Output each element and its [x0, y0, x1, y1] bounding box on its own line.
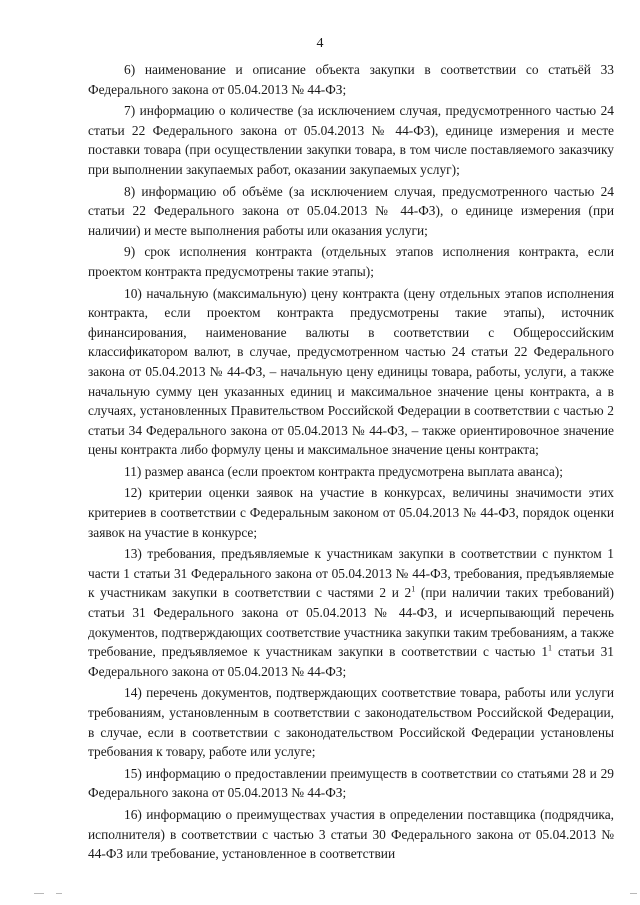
page-number: 4 — [316, 36, 324, 51]
list-item-10: 10) начальную (максимальную) цену контракта (цену отдельных этапов исполнения контракта, если проектом контракта предусмотрены такие этапы), источник финансирования, наименование валюты в соответствии с Общероссийским классификатором валют, в случае, предусмотренном частью 24 статьи 22 Федерального закона от 05.04.2013 № 44-ФЗ, – начальную цену единицы товара, работы, услуги, а также начальную сумму цен указанных единиц и максимальное значение цены контракта, а в случаях, установленных Правительством Российской Федерации в соответствии с частью 2 статьи 34 Федерального закона от 05.04.2013 № 44-ФЗ, – также ориентировочное значение цены контракта либо формулу цены и максимальное значение цены контракта; — [88, 285, 614, 458]
superscript-1: 1 — [411, 584, 416, 594]
scan-mark — [56, 893, 62, 894]
list-item-6: 6) наименование и описание объекта закупки в соответствии со статьёй 33 Федерального закона от 05.04.2013 № 44-ФЗ; — [88, 62, 614, 97]
document-body — [88, 60, 614, 866]
scan-mark — [34, 893, 44, 894]
list-item-13 — [88, 544, 614, 681]
list-item-12: 12) критерии оценки заявок на участие в конкурсах, величины значимости этих критериев в соответствии с Федеральным законом от 05.04.2013 № 44-ФЗ, порядок оценки заявок на участие в конкурсе; — [88, 485, 614, 540]
list-item-13-text-c: статьи 31 Федерального закона от 05.04.2013 № 44-ФЗ; — [88, 644, 614, 679]
list-item-16: 16) информацию о преимуществах участия в определении поставщика (подрядчика, исполнителя) в соответствии с частью 3 статьи 30 Федерального закона от 05.04.2013 № 44-ФЗ или требование, установленное в соответствии — [88, 806, 614, 862]
list-item-13-text-a: 13) требования, предъявляемые к участникам закупки в соответствии с пунктом 1 части 1 статьи 31 Федерального закона от 05.04.2013 № 44-ФЗ, требования, предъявляемые к участникам закупки в соответствии с частями 2 и 2 — [88, 546, 614, 601]
list-item-15: 15) информацию о предоставлении преимуществ в соответствии со статьями 28 и 29 Федерального закона от 05.04.2013 № 44-ФЗ; — [88, 765, 614, 801]
superscript-2: 1 — [548, 643, 553, 653]
list-item-13-text-b: (при наличии таких требований) статьи 31 Федерального закона от 05.04.2013 № 44-ФЗ, и исчерпывающий перечень документов, подтверждающих соответствие участника закупки таким требованиям, а также требование, предъявляемое к участникам закупки в соответствии с частью 1 — [88, 585, 614, 660]
list-item-9: 9) срок исполнения контракта (отдельных этапов исполнения контракта, если проектом контракта предусмотрены такие этапы); — [88, 244, 614, 279]
list-item-14: 14) перечень документов, подтверждающих соответствие товара, работы или услуги требованиям, установленным в соответствии с законодательством Российской Федерации, в случае, если в соответствии с законодательством Российской Федерации установлены требования к товару, работе или услуге; — [88, 685, 614, 760]
list-item-11: 11) размер аванса (если проектом контракта предусмотрена выплата аванса); — [124, 463, 563, 479]
list-item-8: 8) информацию об объёме (за исключением случая, предусмотренного частью 24 статьи 22 Федерального закона от 05.04.2013 № 44-ФЗ), о единице измерения (при наличии) и месте выполнения работы или оказания услуги; — [88, 183, 614, 238]
scan-mark — [630, 893, 637, 894]
list-item-7: 7) информацию о количестве (за исключением случая, предусмотренного частью 24 статьи 22 Федерального закона от 05.04.2013 № 44-ФЗ), единице измерения и месте поставки товара (при осуществлении закупки товара, в том числе поставляемого заказчику при выполнении закупаемых работ, оказании закупаемых услуг); — [88, 103, 614, 177]
